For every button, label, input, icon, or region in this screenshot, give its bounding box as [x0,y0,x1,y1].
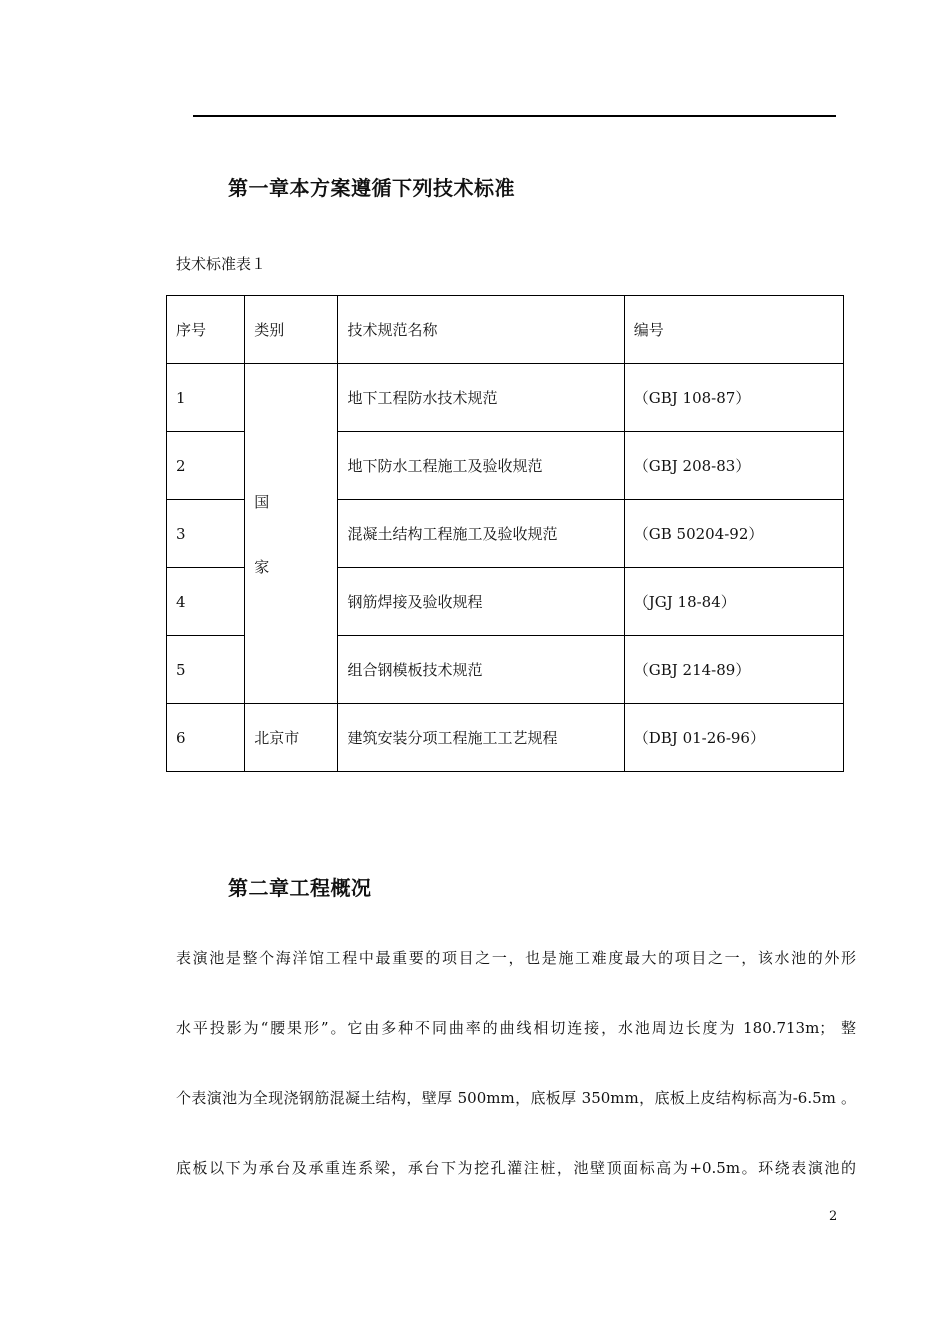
row-no: 5 [167,636,245,704]
page-number: 2 [829,1209,838,1224]
row-name: 混凝土结构工程施工及验收规范 [338,500,624,568]
row-name: 钢筋焊接及验收规程 [338,568,624,636]
row-name: 地下工程防水技术规范 [338,364,624,432]
category-national-char-2: 家 [254,557,270,576]
paragraph-line: 水平投影为“腰果形”。它由多种不同曲率的曲线相切连接，水池周边长度为 180.713m； 整 [176,1019,856,1037]
row-no: 6 [167,704,245,772]
paragraph-line: 个表演池为全现浇钢筋混凝土结构，壁厚 500mm，底板厚 350mm，底板上皮结构标高为-6.5m 。 [176,1089,856,1107]
standards-table [166,295,844,772]
row-name: 建筑安装分项工程施工工艺规程 [338,704,624,772]
row-name: 组合钢模板技术规范 [338,636,624,704]
row-name: 地下防水工程施工及验收规范 [338,432,624,500]
row-no: 3 [167,500,245,568]
category-national [245,364,338,704]
paragraph-line: 表演池是整个海洋馆工程中最重要的项目之一，也是施工难度最大的项目之一，该水池的外形 [176,949,856,967]
row-code: （GBJ 208-83） [624,432,843,500]
table-row [167,704,844,772]
row-code: （GB 50204-92） [624,500,843,568]
overview-paragraph [176,923,856,1203]
header-category: 类别 [245,296,338,364]
header-rule [193,115,836,117]
row-code: （JGJ 18-84） [624,568,843,636]
row-code: （GBJ 108-87） [624,364,843,432]
table-header-row [167,296,844,364]
row-code: （DBJ 01-26-96） [624,704,843,772]
row-category: 北京市 [245,704,338,772]
row-no: 4 [167,568,245,636]
table-caption: 技术标准表１ [176,255,267,273]
paragraph-line: 底板以下为承台及承重连系梁，承台下为挖孔灌注桩，池壁顶面标高为+0.5m。环绕表演池的 [176,1159,856,1177]
chapter-2-title: 第二章工程概况 [228,876,372,900]
row-code: （GBJ 214-89） [624,636,843,704]
header-no: 序号 [167,296,245,364]
row-no: 1 [167,364,245,432]
row-no: 2 [167,432,245,500]
category-national-char-1: 国 [254,492,270,511]
table-row [167,364,844,432]
chapter-1-title: 第一章本方案遵循下列技术标准 [228,176,515,200]
header-code: 编号 [624,296,843,364]
header-name: 技术规范名称 [338,296,624,364]
